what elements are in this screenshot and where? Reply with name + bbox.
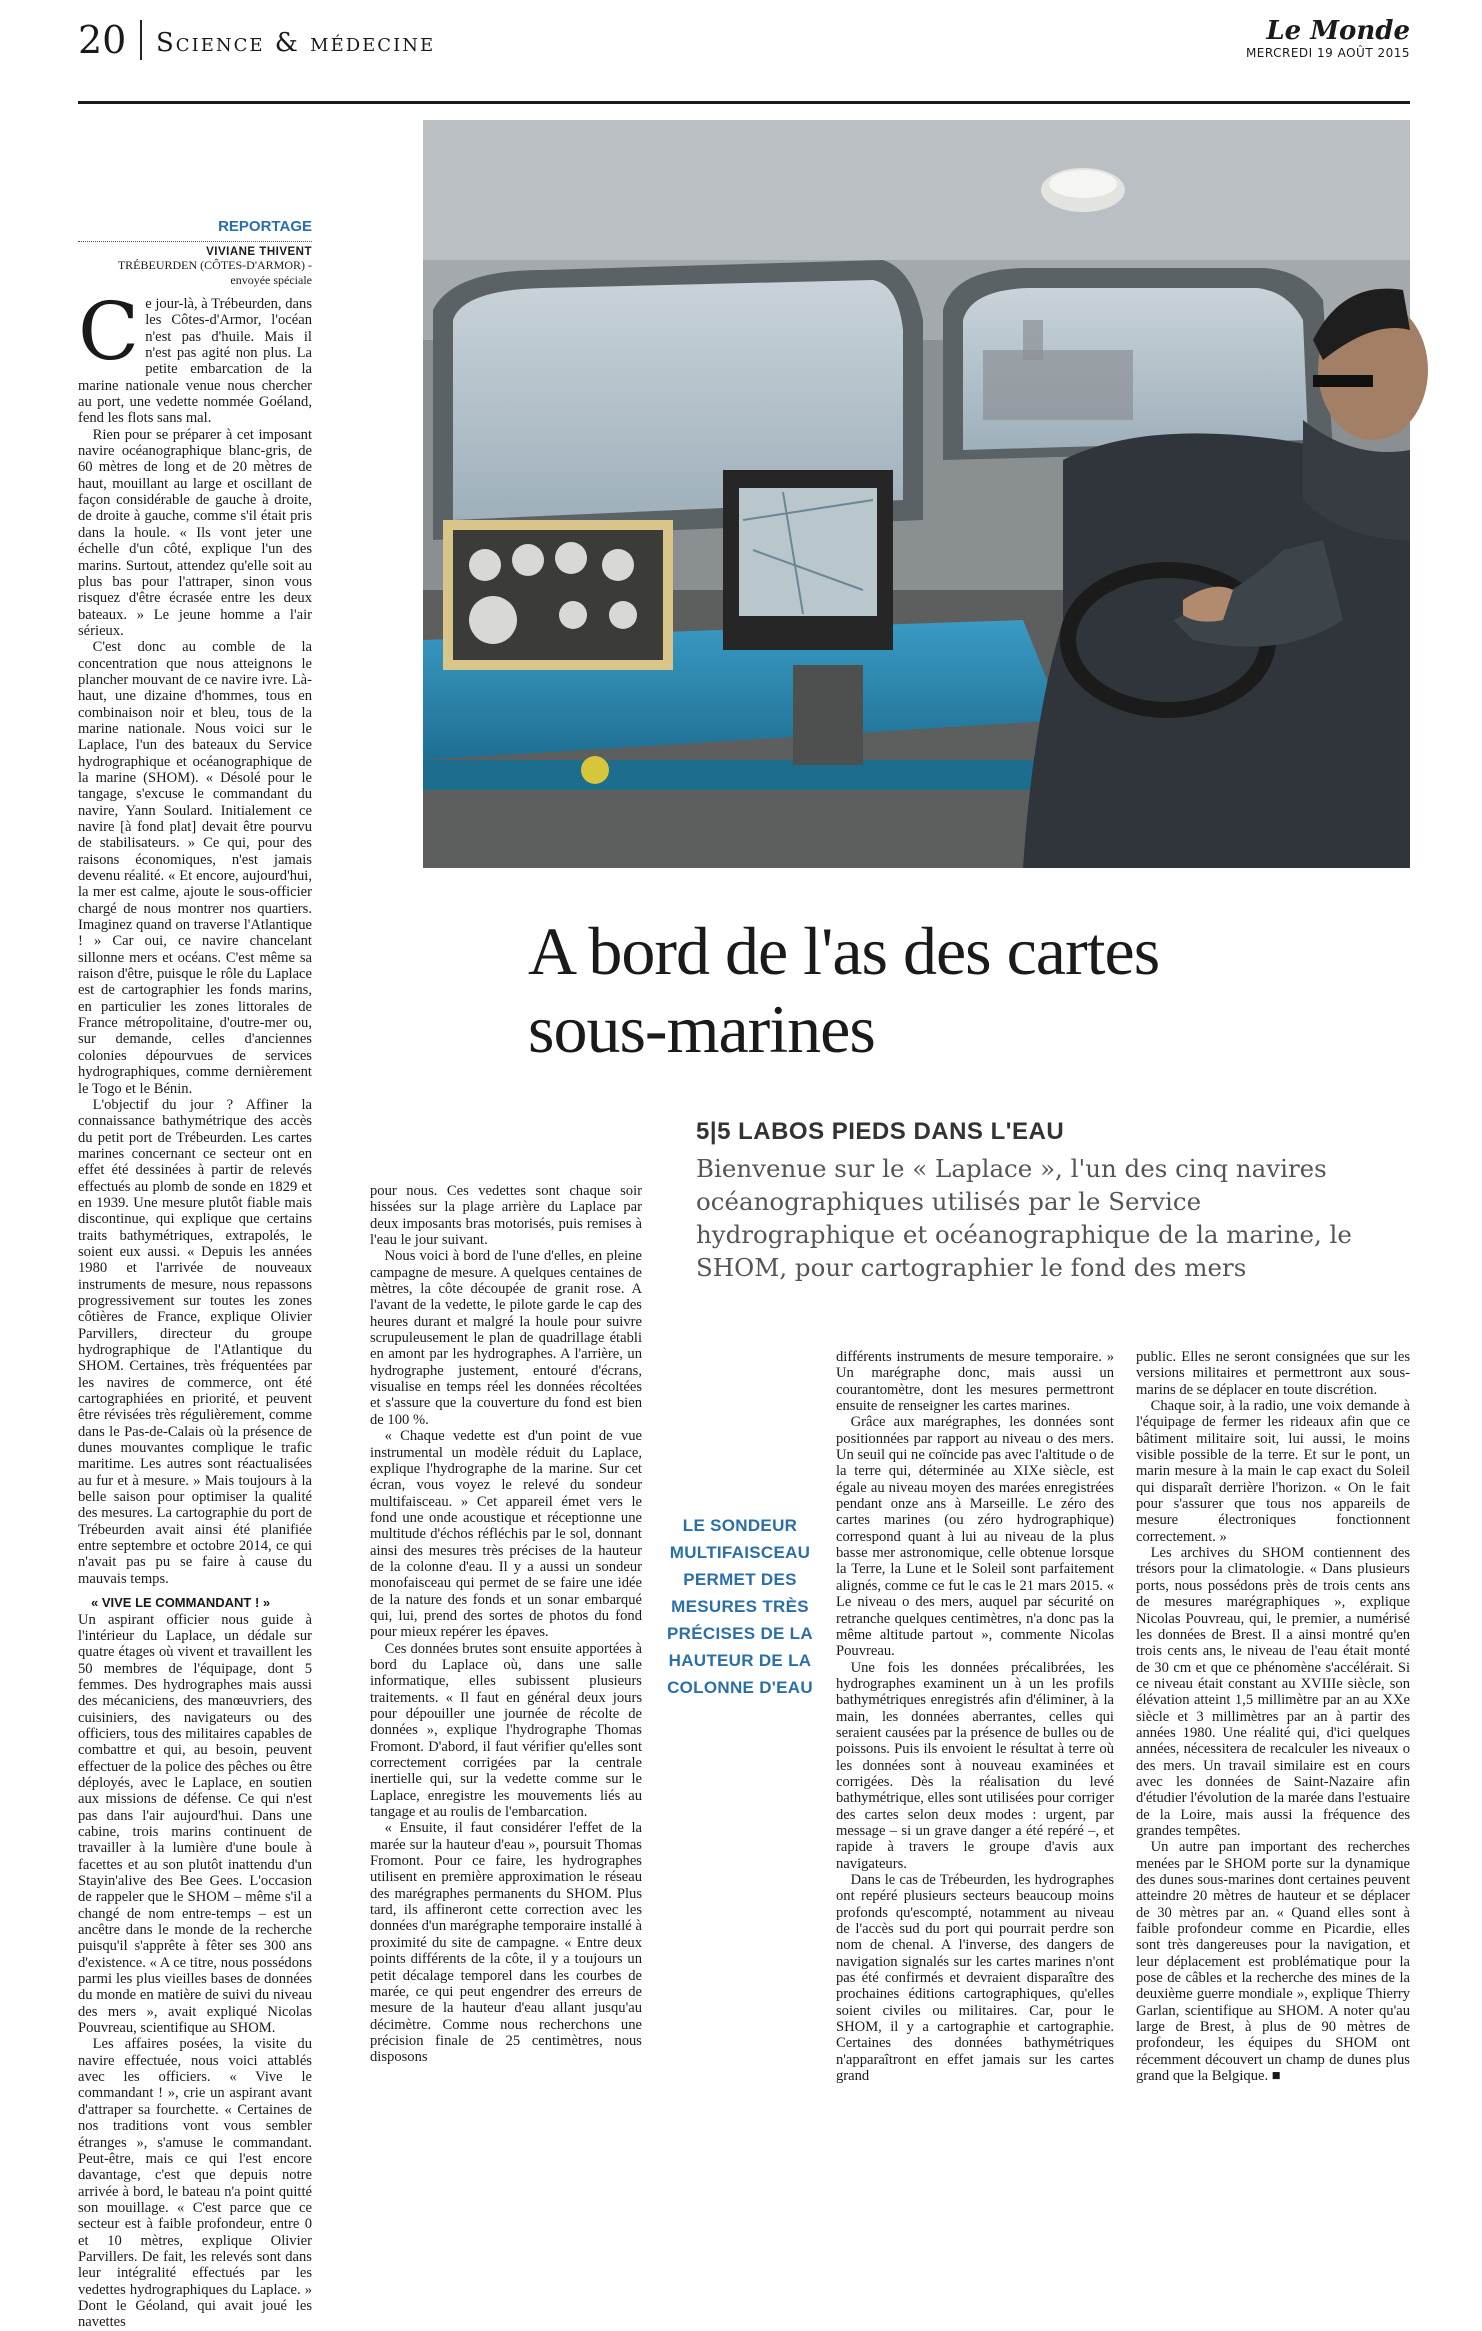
dateline: TRÉBEURDEN (CÔTES-D'ARMOR) - envoyée spéciale <box>117 258 312 287</box>
paragraph: C'est donc au comble de la concentration que nous atteignons le plancher mouvant de ce navire ivre. Là-haut, une dizaine d'hommes, tous en combinaison noir et bleu, tous de la marine nationale. Nous voici sur le Laplace, l'un des bateaux du Service hydrographique et océanographique de la marine (SHOM). « Désolé pour le tangage, s'excuse le commandant du navire, Yann Soulard. Initialement ce navire [à fond plat] devait être pourvu de stabilisateurs. » Ce qui, pour des raisons économiques, n'est jamais devenu réalité. « Et encore, aujourd'hui, la mer est calme, ajoute le sous-officier chargé de nous montrer nos quartiers. Imaginez quand on traverse l'Atlantique ! » Car oui, ce navire chancelant sillonne mers et océans. C'est même sa raison d'être, puisque le rôle du Laplace est de cartographier les fonds marins, en particulier les zones littorales de France métropolitaine, d'outre-mer ou, sur demande, celles d'anciennes colonies dépourvues de services hydrographiques, comme dernièrement le Togo et le Bénin. <box>78 639 312 1097</box>
paragraph: Dans le cas de Trébeurden, les hydrographes ont repéré plusieurs secteurs beaucoup moins profonds qu'escompté, notamment au niveau de l'accès sud du port qui pourrait perdre son nom de chenal. A l'inverse, des dangers de navigation signalés sur les cartes marines n'ont pas été confirmés et devraient disparaître des prochaines éditions cartographiques, qu'elles soient civiles ou militaires. Car, pour le SHOM, il y a cartographie et cartographie. Certaines des données bathymétriques n'apparaîtront en effet jamais sur les cartes grand <box>836 1872 1114 2085</box>
headline-line-1: A bord de l'as des cartes <box>528 913 1160 989</box>
paragraph: différents instruments de mesure temporaire. » Un marégraphe donc, mais aussi un courantomètre, dont les mesures permettront ensuite de renseigner les cartes marines. <box>836 1349 1114 1415</box>
section-title: Science & médecine <box>156 28 436 58</box>
masthead <box>1246 16 1410 60</box>
paragraph-text: e jour-là, à Trébeurden, dans les Côtes-d'Armor, l'océan n'est pas d'huile. Mais il n'est pas agité non plus. La petite embarcation de la marine nationale venue nous chercher au port, une vedette nommée Goéland, fend les flots sans mal. <box>78 296 312 427</box>
paragraph: Les affaires posées, la visite du navire effectuée, nous voici attablés avec les officiers. « Vive le commandant ! », crie un aspirant avant d'attraper sa fourchette. « Certaines de nos traditions vont vous sembler étranges », s'amuse le commandant. Peut-être, mais ce qui l'est encore davantage, c'est que depuis notre arrivée à bord, le bateau n'a point quitté son mouillage. « C'est parce que ce secteur est à faible profondeur, entre 0 et 10 mètres, explique Olivier Parvillers. De fait, les relevés sont dans leur intégralité effectués par les vedettes hydrographiques du Laplace. » Dont le Géoland, qui avait joué les navettes <box>78 2036 312 2331</box>
paragraph: Grâce aux marégraphes, les données sont positionnées par rapport au niveau o des mers. Un seuil qui ne coïncide pas avec l'altitude o de la terre qui, déterminée au XIXe siècle, est égale au niveau moyen des marées enregistrées pendant onze ans à Marseille. Le zéro des cartes marines (ou zéro hydrographique) correspond quant à lui au niveau de la plus basse mer astronomique, celle obtenue lorsque la Terre, la Lune et le Soleil sont parfaitement alignés, comme ce fut le cas le 21 mars 2015. « Le niveau o des mers, auquel par sécurité on retranche quelques centimètres, n'a donc pas la même altitude partout », commente Nicolas Pouvreau. <box>836 1414 1114 1660</box>
caption-line-2: Au large, le « Laplace ». <box>1169 947 1328 963</box>
paragraph <box>78 285 312 427</box>
paragraph: L'objectif du jour ? Affiner la connaissance bathymétrique des accès du petit port de Trébeurden. Les cartes marines concernant ce secteur ont en effet été dessinées à partir de relevés effectués au plomb de sonde en 1829 et en 1939. Une mesure plutôt fiable mais discontinue, qui explique que certains traits bathymétriques, extrapolés, le soient eux aussi. « Depuis les années 1980 et l'arrivée de nouveaux instruments de mesure, nous repassons progressivement sur toutes les zones côtières de France, explique Olivier Parvillers, directeur du groupe hydrographique de l'Atlantique du SHOM. Certaines, très fréquentées par les navires de commerce, ont été cartographiées en priorité, et peuvent être révisées très régulièrement, comme dans le Pas-de-Calais où la présence de dunes mouvantes complique le trafic maritime. Les autres sont réactualisées au fur et à mesure. » Mais toujours à la belle saison pour optimiser la qualité des mesures. La cartographie du port de Trébeurden avait ainsi été planifiée entre septembre et octobre 2014, ce qui n'avait pas pu se faire à cause du mauvais temps. <box>78 1096 312 1587</box>
subhead: « VIVE LE COMMANDANT ! » <box>91 1595 271 1611</box>
issue-date: MERCREDI 19 AOÛT 2015 <box>1245 46 1410 60</box>
paragraph: Chaque soir, à la radio, une voix demande à l'équipage de fermer les rideaux afin que ce bâtiment militaire soit, lui aussi, le moins visible possible de la terre. Et sur le pont, un marin mesure à la main le cap exact du Soleil qui disparaît derrière l'horizon. « On le fait pour s'assurer que tous nos appareils de mesure électroniques fonctionnent correctement. » <box>1136 1398 1410 1545</box>
headline <box>528 912 1408 1068</box>
paragraph: Ces données brutes sont ensuite apportées à bord du Laplace où, dans une salle informatique, elles subissent plusieurs traitements. « Il faut en général deux jours pour dépouiller une journée de récolte de données », explique l'hydrographe Thomas Fromont. D'abord, il faut vérifier qu'elles sont correctement corrigées par la centrale inertielle qui, sur la vedette comme sur le Laplace, enregistre les mouvements liés au tangage et au roulis de l'embarcation. <box>370 1640 642 1821</box>
paragraph: Un autre pan important des recherches menées par le SHOM porte sur la dynamique des dunes sous-marines dont certaines peuvent atteindre 20 mètres de hauteur et se déplacer de 30 mètres par an. « Quand elles sont à faible profondeur comme en Picardie, elles sont très dangereuses pour la navigation, et leur déplacement est problématique pour la pose de câbles et la recherche des mines de la deuxième guerre mondiale », explique Thierry Garlan, scientifique au SHOM. A noter qu'au large de Brest, à plus de 90 mètres de profondeur, les équipes du SHOM ont récemment découvert un champ de dunes plus grand que la Belgique. ■ <box>1136 1839 1410 2085</box>
article-column-3 <box>836 1349 1114 2084</box>
caption-line-1: La vedette le « Goéland ». <box>1156 929 1328 945</box>
paragraph: Rien pour se préparer à cet imposant navire océanographique blanc-gris, de 60 mètres de long et de 20 mètres de haut, mouillant au large et oscillant de façon considérable de gauche à droite, de droite à gauche, comme s'il était pris dans la houle. « Ils vont jeter une échelle d'un côté, explique l'un des marins. Surtout, attendez qu'elle soit au plus bas pour l'attraper, sinon vous risquez d'être écrasée entre les deux bateaux. » Le jeune homme a l'air sérieux. <box>78 426 312 639</box>
page-number: 20 <box>78 18 127 62</box>
drop-cap: C <box>78 285 140 378</box>
paragraph: « Ensuite, il faut considérer l'effet de la marée sur la hauteur d'eau », poursuit Thomas Fromont. Pour ce faire, les hydrographes utilisent en première approximation le réseau des marégraphes permanents du SHOM. Plus tard, ils affineront cette correction avec les données d'un marégraphe temporaire installé à proximité du site de campagne. « Entre deux points différents de la côte, il y a toujours un petit décalage temporel dans les courbes de marée, ce qui peut engendrer des erreurs de mesure de la hauteur d'eau allant jusqu'au décimètre. Comme nous recherchons une précision finale de 25 centimètres, nous disposons <box>370 1820 642 2066</box>
paragraph: Nous voici à bord de l'une d'elles, en pleine campagne de mesure. A quelques centaines de mètres, la côte découpée de granit rose. A l'avant de la vedette, le pilote garde le cap des heures durant et malgré la houle pour suivre scrupuleusement le plan de quadrillage établi en amont par les hydrographes. A l'arrière, un hydrographe justement, entouré d'écrans, visualise en temps réel les données récoltées et s'assure que la couverture du fond est bien de 100 %. <box>370 1248 642 1428</box>
rubric-label: REPORTAGE <box>218 218 312 235</box>
byline-rule <box>78 241 312 242</box>
article-column-1 <box>78 285 312 2331</box>
paragraph: « Chaque vedette est d'un point de vue instrumental un modèle réduit du Laplace, explique l'hydrographe de la marine. Sur cet écran, vous voyez le relevé du sondeur multifaisceau. » Cet appareil émet vers le fond une onde acoustique et réceptionne une multitude d'échos réfléchis par le sol, donnant ainsi des mesures très précises de la hauteur de la colonne d'eau. Il y a aussi un sondeur monofaisceau qui permet de se faire une idée de la nature des fonds et un sonar embarqué qui, lui, prend des sortes de photos du fond pour mieux repérer les épaves. <box>370 1428 642 1641</box>
author-name: VIVIANE THIVENT <box>206 246 312 258</box>
boat-cockpit-illustration <box>423 120 1410 868</box>
paragraph: public. Elles ne seront consignées que sur les versions militaires et permettront aux sous-marins de se déplacer en toute discrétion. <box>1136 1349 1410 1398</box>
header-rule <box>78 101 1410 104</box>
article-column-4 <box>1136 1349 1410 2084</box>
paragraph: Une fois les données précalibrées, les hydrographes examinent un à un les profils bathymétriques enregistrés afin d'éliminer, à la main, les données aberrantes, celles qui seraient causées par la présence de bulles ou de poissons. Puis ils envoient le résultat à terre où les données sont à nouveau examinées et corrigées. Dès la réalisation du levé bathymétrique, elles sont utilisées pour corriger des cartes selon deux modes : urgent, par message – si un grave danger a été repéré –, et rapide à travers le groupe d'avis aux navigateurs. <box>836 1659 1115 1872</box>
paragraph: Les archives du SHOM contiennent des trésors pour la climatologie. « Dans plusieurs ports, nous possédons près de trois cents ans de mesures marégraphiques », explique Nicolas Pouvreau, qui, le premier, a numérisé les données de Brest. Il a ainsi montré qu'en trois cents ans, le niveau de l'eau était monté de 30 cm et que ce phénomène s'accélérait. Si ce niveau était constant au XVIIIe siècle, son élévation atteint 1,5 millimètre par an au XXe siècle et 3 millimètres par an à partir des années 1980. Une réalité qui, d'ici quelques années, nécessitera de recalculer les niveaux o des mers. Un travail similaire est en cours avec les données de Saint-Nazaire afin d'étudier l'évolution de la marée dans l'estuaire de la Loire, mais aussi la fréquence des grandes tempêtes. <box>1136 1545 1410 1839</box>
standfirst: Bienvenue sur le « Laplace », l'un des cinq navires océanographiques utilisés par le Service hydrographique et océanographique de la marine, le SHOM, pour cartographier le fond des mers <box>696 1154 1352 1282</box>
byline-block <box>78 218 312 288</box>
series-kicker: 5|5 LABOS PIEDS DANS L'EAU <box>696 1118 1065 1145</box>
paragraph: Un aspirant officier nous guide à l'intérieur du Laplace, un dédale sur quatre étages où vivent et travaillent les 50 membres de l'équipage, dont 5 femmes. Des hydrographes mais aussi des mécaniciens, des manœuvriers, des cuisiniers, des navigateurs ou des officiers, tous des militaires capables de combattre et qui, au besoin, peuvent effectuer de la police des pêches ou être déployés, avec le Laplace, en soutien aux missions de défense. Ce qui n'est pas dans l'air aujourd'hui. Dans une cabine, trois marins continuent de travailler à la lumière d'une boule à facettes et au son plutôt inattendu d'un Stayin'alive des Bee Gees. L'occasion de rappeler que le SHOM – même s'il a changé de nom entre-temps – est un ancêtre dans le monde de la recherche puisqu'il s'apprête à fêter ses 300 ans d'existence. « A ce titre, nous possédons parmi les plus vieilles bases de données du monde en matière de suivi du niveau des mers », avait expliqué Nicolas Pouvreau, scientifique au SHOM. <box>78 1611 312 2037</box>
header-separator <box>140 20 142 60</box>
pull-quote: LE SONDEUR MULTIFAISCEAU PERMET DES MESURES TRÈS PRÉCISES DE LA HAUTEUR DE LA COLONNE D'EAU <box>667 1516 813 1697</box>
paragraph: pour nous. Ces vedettes sont chaque soir hissées sur la plage arrière du Laplace par deux imposants bras motorisés, puis remises à l'eau le jour suivant. <box>370 1183 642 1249</box>
headline-line-2: sous-marines <box>528 991 875 1067</box>
article-column-2 <box>370 1183 642 2066</box>
photo-credit: VINCENT GOURIOU POUR « LE MONDE » <box>1140 968 1328 978</box>
newspaper-logo: Le Monde <box>1266 16 1410 46</box>
